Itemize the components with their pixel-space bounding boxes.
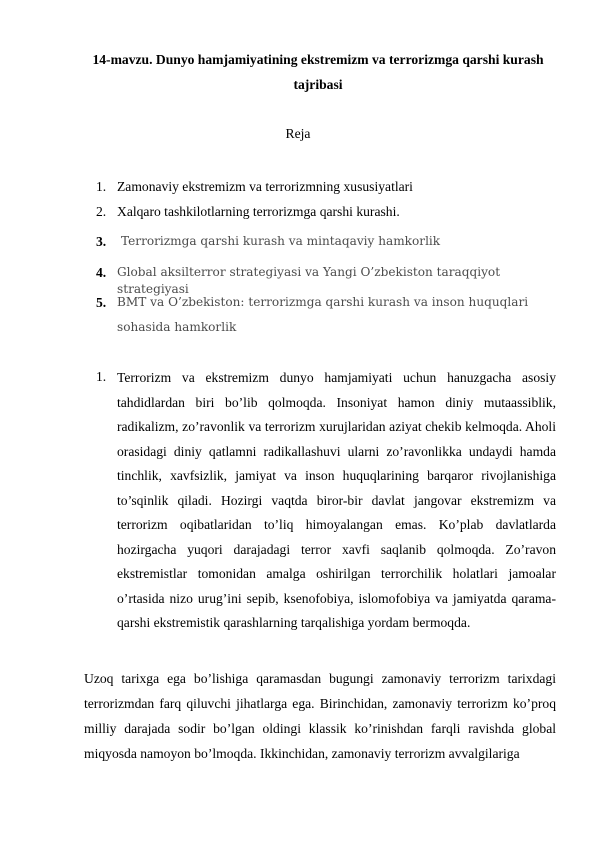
section-1-number: 1. <box>96 369 107 384</box>
plan-item-number: 1. <box>96 179 107 194</box>
plan-item-number: 5. <box>96 295 107 310</box>
plan-item-text: Global aksilterror strategiyasi va Yangi O’zbekiston taraqqiyot strategiyasi <box>117 265 501 296</box>
plan-item-text: Zamonaviy ekstremizm va terrorizmning xususiyatlari <box>117 179 413 194</box>
plan-item <box>96 178 413 195</box>
plan-item-number: 4. <box>96 265 107 280</box>
plan-item-number: 2. <box>96 204 107 219</box>
plan-item <box>96 288 556 340</box>
document-title: 14-mavzu. Dunyo hamjamiyatining ekstremizm va terrorizmga qarshi kurash tajribasi <box>92 52 544 92</box>
plan-item-text: Xalqaro tashkilotlarning terrorizmga qarshi kurashi. <box>117 204 400 219</box>
plan-heading: Reja <box>285 126 311 141</box>
plan-item-text: Terrorizmga qarshi kurash va mintaqaviy hamkorlik <box>121 234 441 248</box>
section-1 <box>96 366 556 636</box>
section-1-text: Terrorizm va ekstremizm dunyo hamjamiyati uchun hanuzgacha asosiy tahdidlardan biri bo’lib qolmoqda. Insoniyat hamon diniy mutaassiblik, radikalizm, zo’ravonlik va terrorizm xurujlaridan aziyat chekib kelmoqda. Aholi orasidagi diniy qatlamni radikallashuvi ularni zo’ravonlikka undaydi hamda tinchlik, xavfsizlik, jamiyat va inson huquqlarining barqaror rivojlanishiga to’sqinlik qiladi. Hozirgi vaqtda biror-bir davlat jangovar ekstremizm va terrorizm oqibatlaridan to’liq himoyalangan emas. Ko’plab davlatlarda hozirgacha yuqori darajadagi terror xavfi saqlanib qolmoqda. Zo’ravon ekstremistlar tomonidan amalga oshirilgan terrorchilik holatlari jamoalar o’rtasida nizo urug’ini sepib, ksenofobiya, islomofobiya va jamiyatda qarama-qarshi ekstremistik qarashlarning tarqalishiga yordam bermoqda. <box>117 370 556 630</box>
plan-item <box>96 233 440 250</box>
plan-item-number: 3. <box>96 234 107 249</box>
plan-item <box>96 203 400 220</box>
body-paragraph: Uzoq tarixga ega bo’lishiga qaramasdan bugungi zamonaviy terrorizm tarixdagi terrorizmdan farq qiluvchi jihatlarga ega. Birinchidan, zamonaviy terrorizm ko’proq milliy darajada sodir bo’lgan oldingi klassik ko’rinishdan farqli ravishda global miqyosda namoyon bo’lmoqda. Ikkinchidan, zamonaviy terrorizm avvalgilariga <box>84 671 556 761</box>
plan-item-text: BMT va O’zbekiston: terrorizmga qarshi kurash va inson huquqlari sohasida hamkorlik <box>117 295 529 334</box>
